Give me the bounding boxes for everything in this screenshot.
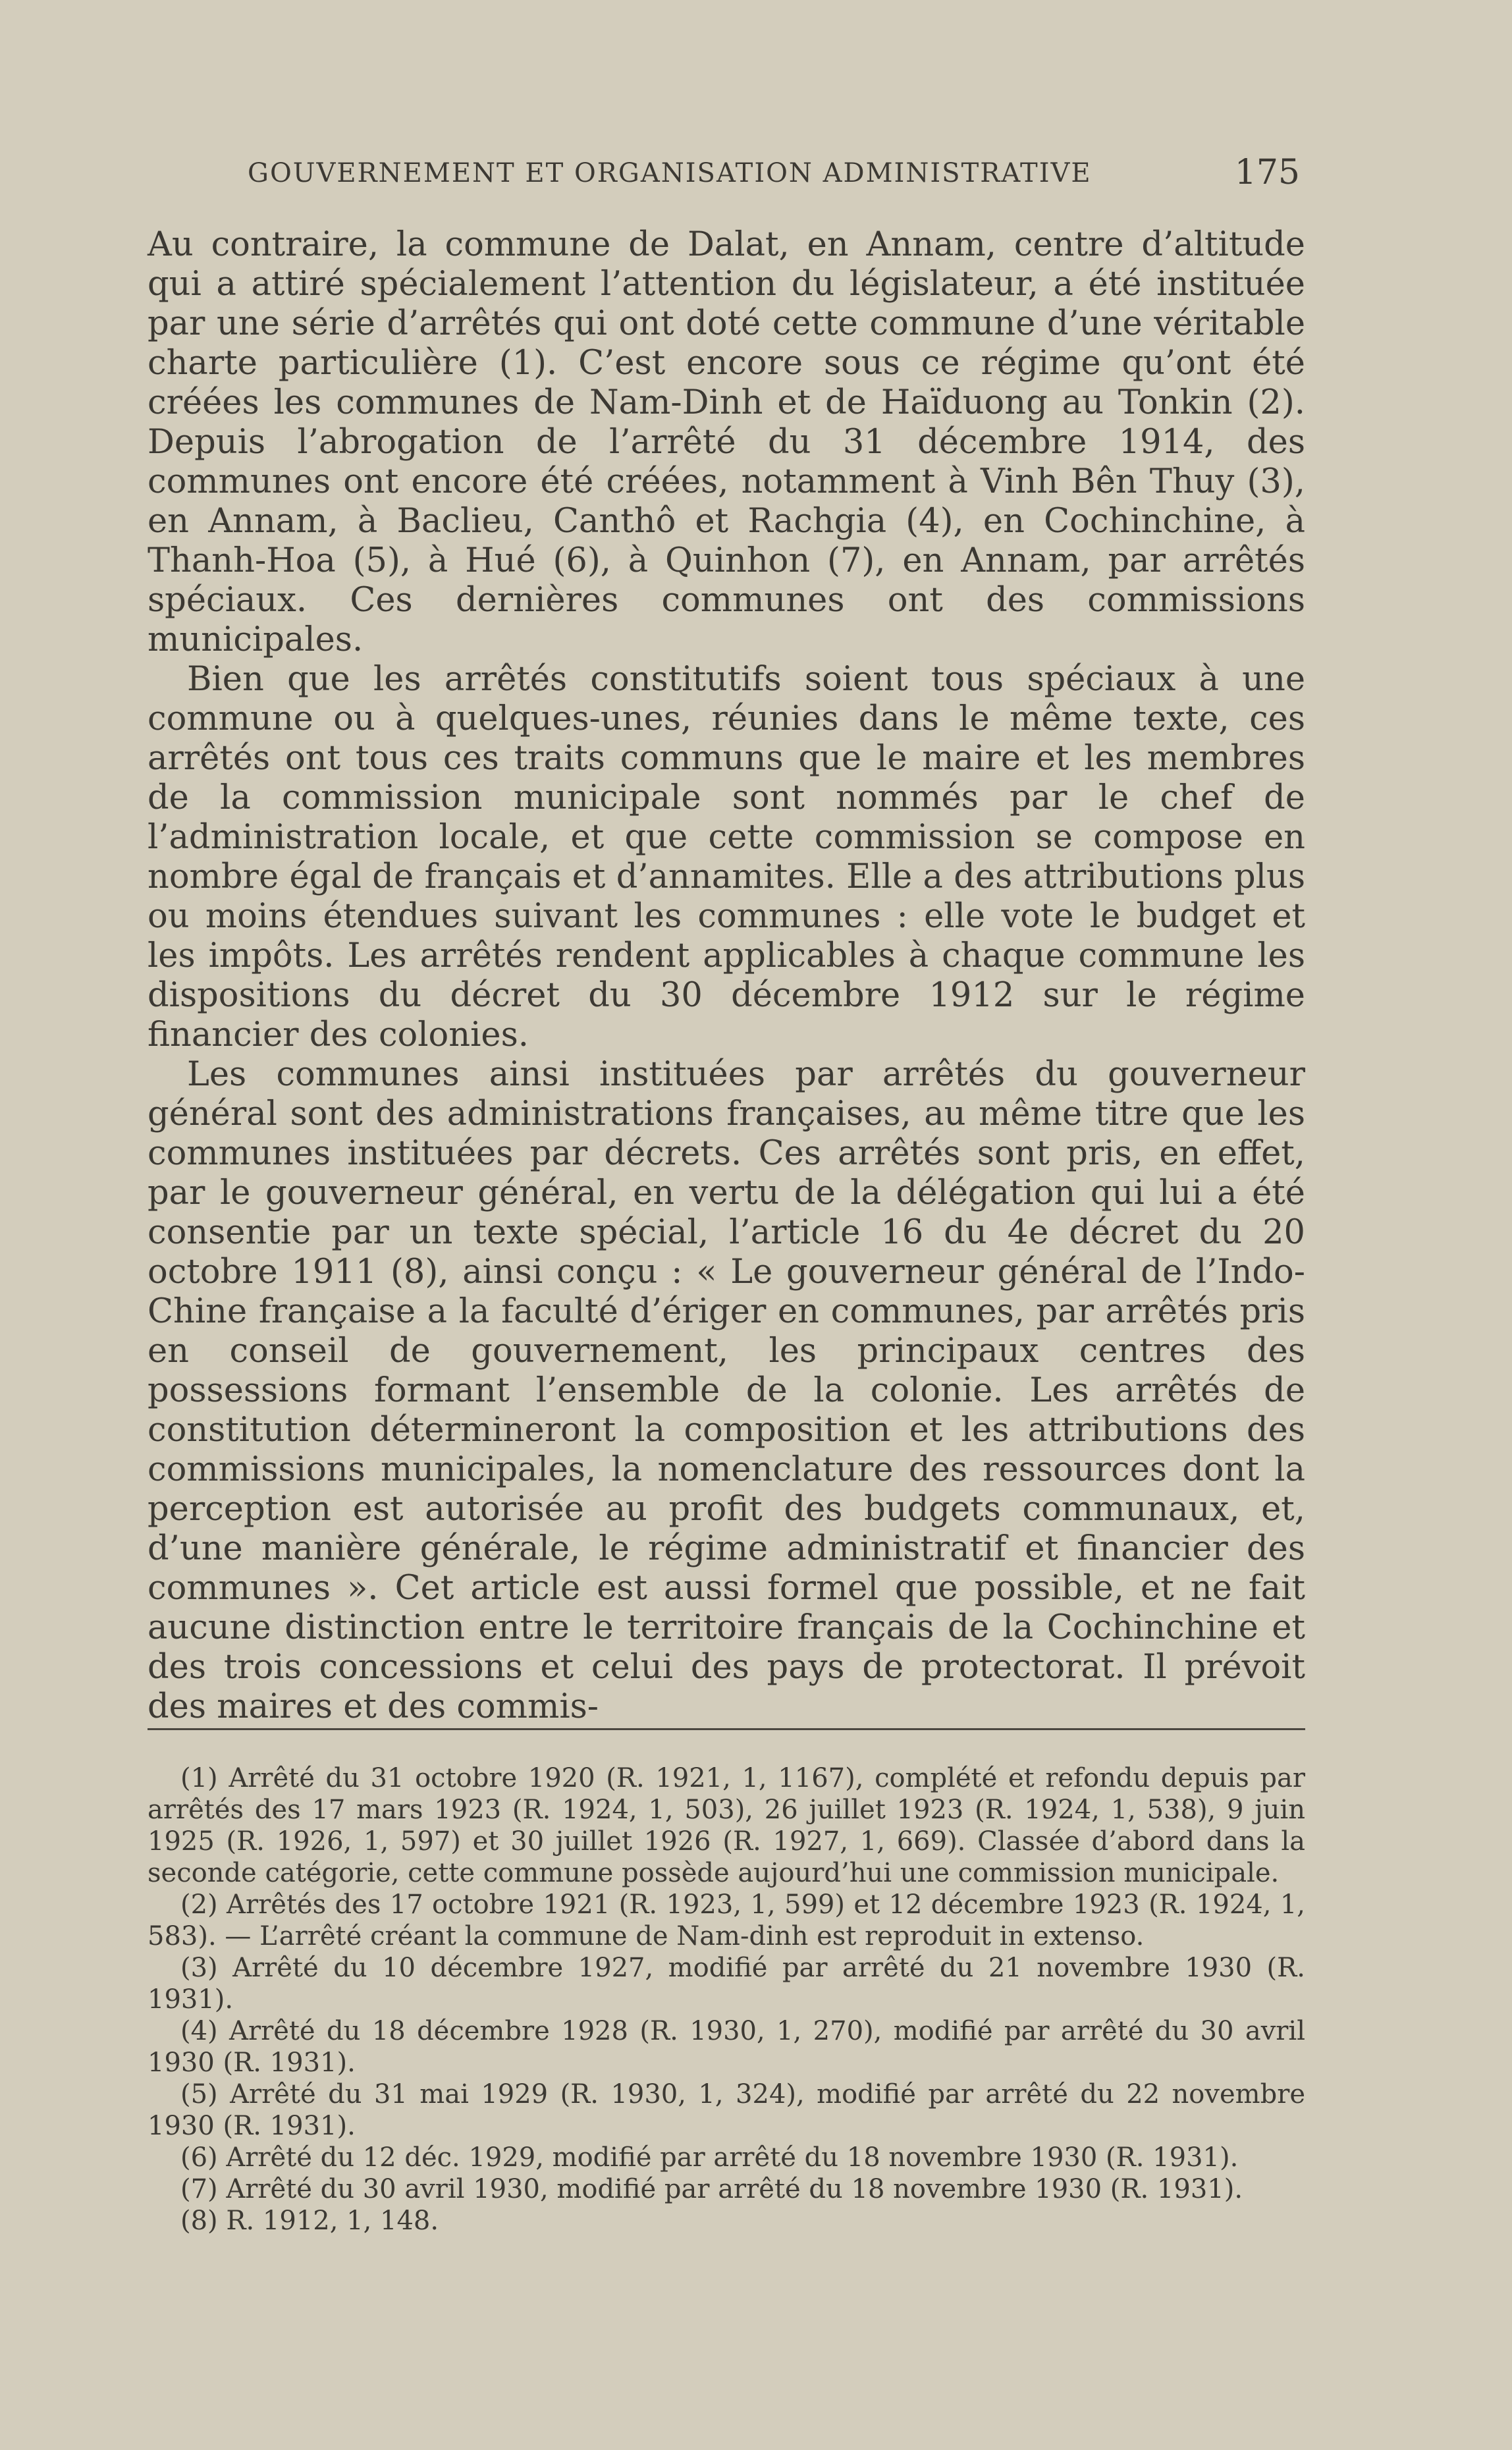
footnote: (5) Arrêté du 31 mai 1929 (R. 1930, 1, 324), modifié par arrêté du 22 novembre 1930 (R. 1931). (148, 2079, 1305, 2141)
footnote: (3) Arrêté du 10 décembre 1927, modifié par arrêté du 21 novembre 1930 (R. 1931). (148, 1953, 1305, 2015)
footnotes (148, 1762, 1305, 2237)
footnote: (8) R. 1912, 1, 148. (180, 2206, 439, 2236)
footnote-divider (148, 1728, 1305, 1730)
footnote: (7) Arrêté du 30 avril 1930, modifié par arrêté du 18 novembre 1930 (R. 1931). (180, 2174, 1243, 2204)
footnote: (4) Arrêté du 18 décembre 1928 (R. 1930, 1, 270), modifié par arrêté du 30 avril 1930 (R. 1931). (148, 2016, 1305, 2078)
footnote: (2) Arrêtés des 17 octobre 1921 (R. 1923, 1, 599) et 12 décembre 1923 (R. 1924, 1, 583). — L’arrêté créant la commune de Nam-dinh est reproduit in extenso. (148, 1890, 1305, 1951)
paragraph: Au contraire, la commune de Dalat, en Annam, centre d’altitude qui a attiré spécialement l’attention du législateur, a été instituée par une série d’arrêtés qui ont doté cette commune d’une véritable charte particulière (1). C’est encore sous ce régime qu’ont été créées les communes de Nam-Dinh et de Haïduong au Tonkin (2). Depuis l’abrogation de l’arrêté du 31 décembre 1914, des communes ont encore été créées, notamment à Vinh Bên Thuy (3), en Annam, à Baclieu, Canthô et Rachgia (4), en Cochinchine, à Thanh-Hoa (5), à Hué (6), à Quinhon (7), en Annam, par arrêtés spéciaux. Ces dernières communes ont des commissions municipales. (148, 225, 1305, 659)
page-header (248, 153, 1300, 195)
footnote: (1) Arrêté du 31 octobre 1920 (R. 1921, 1, 1167), complété et refondu depuis par arrêtés des 17 mars 1923 (R. 1924, 1, 503), 26 juillet 1923 (R. 1924, 1, 538), 9 juin 1925 (R. 1926, 1, 597) et 30 juillet 1926 (R. 1927, 1, 669). Classée d’abord dans la seconde catégorie, cette commune possède aujourd’hui une commission municipale. (148, 1763, 1305, 1888)
page-number: 175 (1234, 153, 1300, 192)
running-title: GOUVERNEMENT ET ORGANISATION ADMINISTRATIVE (248, 158, 1092, 188)
body-text (148, 225, 1305, 1727)
footnote: (6) Arrêté du 12 déc. 1929, modifié par arrêté du 18 novembre 1930 (R. 1931). (180, 2142, 1239, 2173)
paragraph: Bien que les arrêtés constitutifs soient tous spéciaux à une commune ou à quelques-unes, réunies dans le même texte, ces arrêtés ont tous ces traits communs que le maire et les membres de la commission municipale sont nommés par le chef de l’administration locale, et que cette commission se compose en nombre égal de français et d’annamites. Elle a des attributions plus ou moins étendues suivant les communes : elle vote le budget et les impôts. Les arrêtés rendent applicables à chaque commune les dispositions du décret du 30 décembre 1912 sur le régime financier des colonies. (148, 660, 1305, 1054)
paragraph: Les communes ainsi instituées par arrêtés du gouverneur général sont des administrations françaises, au même titre que les communes instituées par décrets. Ces arrêtés sont pris, en effet, par le gouverneur général, en vertu de la délégation qui lui a été consentie par un texte spécial, l’article 16 du 4e décret du 20 octobre 1911 (8), ainsi conçu : « Le gouverneur général de l’Indo-Chine française a la faculté d’ériger en communes, par arrêtés pris en conseil de gouvernement, les principaux centres des possessions formant l’ensemble de la colonie. Les arrêtés de constitution détermineront la composition et les attributions des commissions municipales, la nomenclature des ressources dont la perception est autorisée au profit des budgets communaux, et, d’une manière générale, le régime administratif et financier des communes ». Cet article est aussi formel que possible, et ne fait aucune distinction entre le territoire français de la Cochinchine et des trois concessions et celui des pays de protectorat. Il prévoit des maires et des commis- (148, 1055, 1305, 1726)
